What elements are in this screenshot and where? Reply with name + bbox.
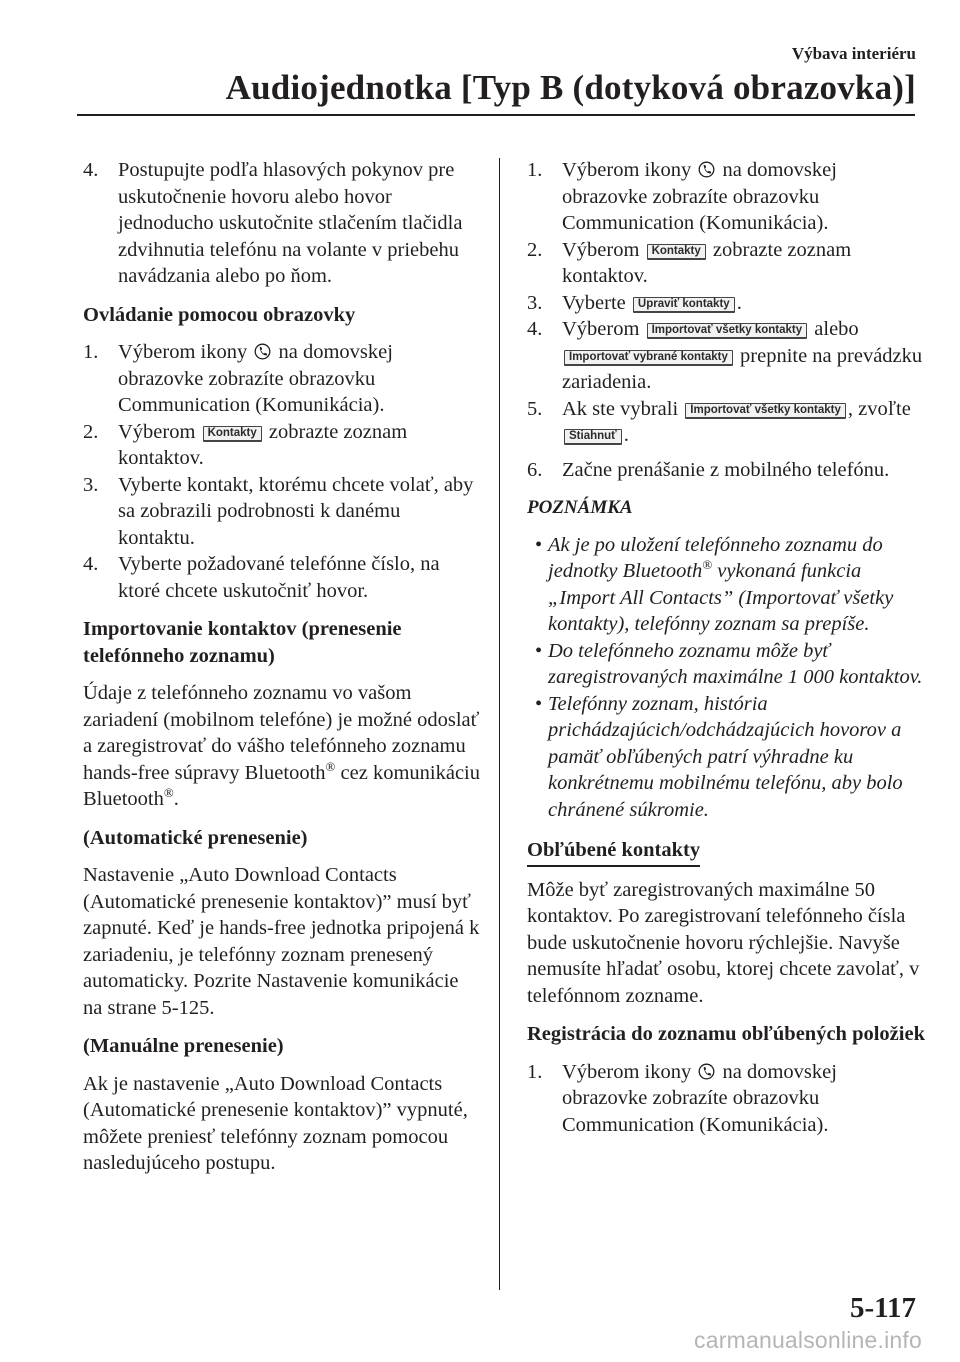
step-number: 4.: [83, 553, 99, 575]
text: cez komunikáciu Bluetooth: [83, 761, 481, 810]
step-text: na domovskej obrazovke zobrazíte obrazovku Communication (Komunikácia).: [562, 159, 837, 234]
manual-step-3: [527, 290, 925, 317]
importovat-vsetky-button: Importovať všetky kontakty: [685, 403, 846, 419]
step-text: Vyberte: [562, 291, 626, 314]
step-number: 5.: [527, 397, 543, 420]
bullet: •: [535, 639, 543, 662]
step-number: 3.: [83, 473, 99, 496]
bullet: •: [535, 533, 543, 556]
importovat-vybrane-button: Importovať vybrané kontakty: [564, 350, 733, 366]
page-number: 5-117: [849, 1292, 916, 1324]
favourites-heading-wrap: [527, 837, 925, 867]
phone-icon: [698, 1062, 715, 1081]
manual-step-2: [527, 237, 925, 290]
phone-icon: [254, 342, 271, 361]
note-text: Ak je po uložení telefónneho zoznamu do jednotky Bluetooth: [548, 533, 883, 582]
watermark: carmanualsonline.info: [694, 1327, 922, 1353]
step-text: Ak ste vybrali: [562, 397, 679, 420]
step-text: zobrazte zoznam kontaktov.: [118, 420, 408, 469]
note-text: Do telefónneho zoznamu môže byť zaregistrovaných maximálne 1 000 kontaktov.: [548, 639, 923, 688]
phone-icon: [698, 160, 715, 179]
favourites-paragraph: Môže byť zaregistrovaných maximálne 50 kontaktov. Po zaregistrovaní telefónneho čísla bude uskutočnenie hovoru rýchlejšie. Navyše nemusíte hľadať osobu, ktorej chcete zavolať, v telefónnom zozname.: [527, 878, 920, 1007]
step-number: 1.: [83, 341, 99, 363]
stiahnut-button: Stiahnuť: [564, 429, 622, 445]
left-column: [83, 157, 481, 1177]
step-text: Výberom: [562, 318, 640, 340]
step-text: Vyberte kontakt, ktorému chcete volať, aby sa zobrazili podrobnosti k danému kontaktu.: [118, 473, 474, 549]
note-heading: POZNÁMKA: [527, 497, 633, 518]
step-4: [83, 157, 481, 290]
note-item-2: [527, 638, 925, 691]
bullet: •: [535, 692, 543, 715]
screen-step-2: [83, 419, 481, 472]
registered-mark: ®: [702, 557, 713, 573]
section-heading-screen: Ovládanie pomocou obrazovky: [83, 303, 356, 326]
screen-step-1: [83, 339, 481, 419]
step-number: 1.: [527, 1060, 543, 1083]
step-text: zobrazte zoznam kontaktov.: [562, 238, 852, 287]
step-text: , zvoľte: [847, 397, 911, 420]
manual-step-5: [527, 396, 925, 449]
right-column: [527, 157, 925, 1138]
kontakty-button: Kontakty: [203, 426, 262, 442]
manual-step-4: [527, 316, 925, 396]
importovat-vsetky-button: Importovať všetky kontakty: [647, 323, 808, 339]
upravit-kontakty-button: Upraviť kontakty: [633, 297, 735, 313]
section-heading-import: Importovanie kontaktov (prenesenie telefónneho zoznamu): [83, 618, 402, 667]
kontakty-button: Kontakty: [647, 244, 706, 260]
step-text: prepnite na prevádzku zariadenia.: [562, 344, 923, 393]
registered-mark: ®: [163, 785, 174, 801]
step-text: Výberom: [118, 420, 196, 443]
step-text: Postupujte podľa hlasových pokynov pre uskutočnenie hovoru alebo hovor jednoducho uskutočnite stlačením tlačidla zdvihnutia telefónu na volante v priebehu navádzania alebo po ňom.: [118, 159, 463, 287]
step-text: na domovskej obrazovke zobrazíte obrazovku Communication (Komunikácia).: [562, 1060, 837, 1136]
text: .: [173, 788, 179, 810]
auto-paragraph: Nastavenie „Auto Download Contacts (Automatické prenesenie kontaktov)” musí byť zapnuté. Keď je hands-free jednotka pripojená k zariadeniu, je telefónny zoznam prenesený automaticky. Pozrite Nastavenie komunikácie na strane 5-125.: [83, 864, 480, 1019]
step-text: Vyberte požadované telefónne číslo, na ktoré chcete uskutočniť hovor.: [118, 553, 440, 602]
chapter-title: Audiojednotka [Typ B (dotyková obrazovka)]: [225, 68, 916, 107]
section-heading-manual: (Manuálne prenesenie): [83, 1035, 284, 1057]
step-text: Výberom ikony: [562, 1060, 692, 1083]
step-text: .: [736, 291, 742, 314]
registered-mark: ®: [325, 758, 336, 774]
manual-step-6: [527, 457, 925, 484]
step-text: Výberom ikony: [562, 159, 692, 181]
manual-step-1: [527, 157, 925, 237]
favourites-heading: Obľúbené kontakty: [527, 837, 700, 867]
step-number: 2.: [83, 420, 99, 443]
note-item-1: [527, 532, 925, 638]
section-heading-auto: (Automatické prenesenie): [83, 826, 308, 849]
step-text: Začne prenášanie z mobilného telefónu.: [562, 458, 890, 481]
step-text: alebo: [814, 318, 859, 340]
step-number: 6.: [527, 458, 543, 481]
step-text: .: [623, 424, 629, 446]
step-number: 4.: [527, 318, 543, 340]
registration-heading: Registrácia do zoznamu obľúbených položiek: [527, 1023, 925, 1045]
screen-step-3: [83, 472, 481, 552]
note-text: Telefónny zoznam, história prichádzajúcich/odchádzajúcich hovorov a pamäť obľúbených patrí výhradne ku konkrétnemu mobilnému telefónu, aby bolo chránené súkromie.: [548, 692, 903, 821]
note-text: vykonaná funkcia „Import All Contacts” (Importovať všetky kontakty), telefónny zoznam sa prepíše.: [548, 560, 894, 635]
step-text: Výberom: [562, 238, 640, 261]
column-divider: [499, 158, 500, 1290]
step-number: 4.: [83, 159, 99, 181]
step-text: Výberom ikony: [118, 341, 248, 363]
step-number: 3.: [527, 291, 543, 314]
step-number: 2.: [527, 238, 543, 261]
favourites-step-1: [527, 1059, 925, 1139]
step-text: na domovskej obrazovke zobrazíte obrazovku Communication (Komunikácia).: [118, 341, 393, 416]
note-item-3: [527, 691, 925, 824]
import-paragraph: [83, 680, 481, 813]
text: Údaje z telefónneho zoznamu vo vašom zariadení (mobilnom telefóne) je možné odoslať a zaregistrovať do vášho telefónneho zoznamu hands-free súpravy Bluetooth: [83, 682, 480, 784]
step-number: 1.: [527, 159, 543, 181]
section-name: Výbava interiéru: [791, 44, 916, 63]
manual-paragraph: Ak je nastavenie „Auto Download Contacts (Automatické prenesenie kontaktov)” vypnuté, môžete preniesť telefónny zoznam pomocou nasledujúceho postupu.: [83, 1072, 468, 1174]
header-rule: [77, 114, 915, 116]
screen-step-4: [83, 551, 481, 604]
